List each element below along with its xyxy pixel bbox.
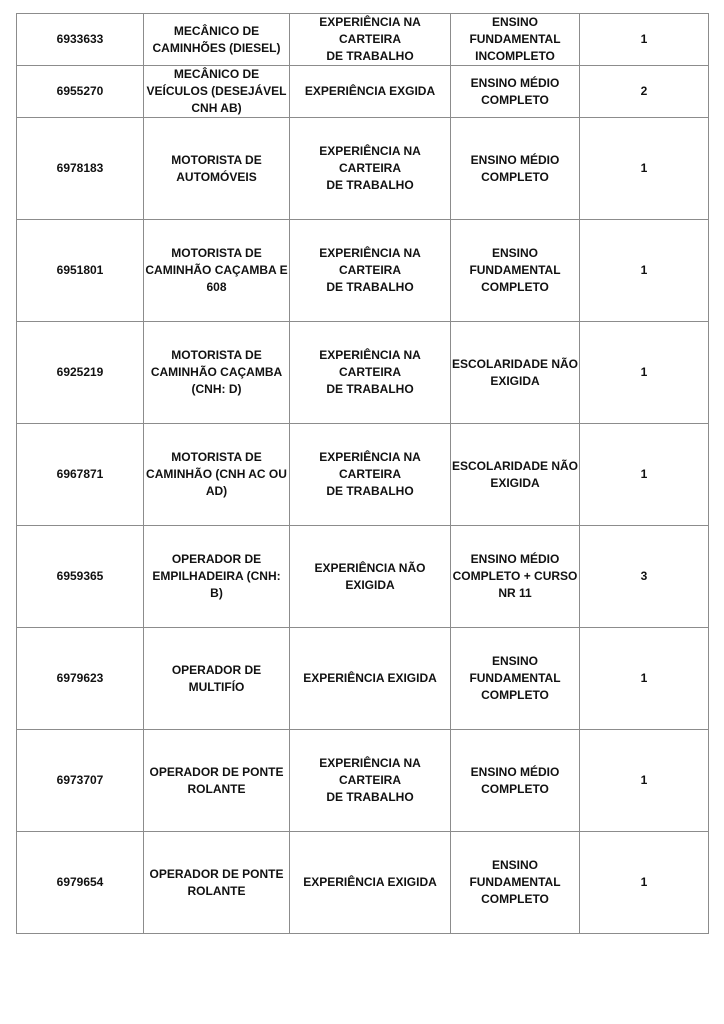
experience-cell: EXPERIÊNCIA EXIGIDA <box>290 832 451 934</box>
table-row <box>17 526 709 628</box>
table-row <box>17 730 709 832</box>
table-row <box>17 220 709 322</box>
vacancies-count-cell: 1 <box>580 628 709 730</box>
experience-cell: EXPERIÊNCIA NA CARTEIRA DE TRABALHO <box>290 322 451 424</box>
occupation-cell: MOTORISTA DE CAMINHÃO (CNH AC OU AD) <box>144 424 290 526</box>
vacancies-count-cell: 3 <box>580 526 709 628</box>
occupation-cell: OPERADOR DE PONTE ROLANTE <box>144 730 290 832</box>
experience-cell: EXPERIÊNCIA NA CARTEIRA DE TRABALHO <box>290 14 451 66</box>
occupation-cell: MECÂNICO DE VEÍCULOS (DESEJÁVEL CNH AB) <box>144 66 290 118</box>
vacancies-count-cell: 2 <box>580 66 709 118</box>
vacancy-code-cell: 6979623 <box>17 628 144 730</box>
table-row <box>17 424 709 526</box>
experience-cell: EXPERIÊNCIA NA CARTEIRA DE TRABALHO <box>290 424 451 526</box>
vacancy-code-cell: 6925219 <box>17 322 144 424</box>
education-cell: ENSINO FUNDAMENTAL INCOMPLETO <box>451 14 580 66</box>
experience-cell: EXPERIÊNCIA NA CARTEIRA DE TRABALHO <box>290 220 451 322</box>
vacancies-count-cell: 1 <box>580 118 709 220</box>
vacancies-count-cell: 1 <box>580 730 709 832</box>
education-cell: ENSINO MÉDIO COMPLETO <box>451 118 580 220</box>
vacancies-count-cell: 1 <box>580 322 709 424</box>
education-cell: ENSINO MÉDIO COMPLETO + CURSO NR 11 <box>451 526 580 628</box>
education-cell: ENSINO MÉDIO COMPLETO <box>451 66 580 118</box>
table-row <box>17 66 709 118</box>
occupation-cell: OPERADOR DE EMPILHADEIRA (CNH: B) <box>144 526 290 628</box>
experience-cell: EXPERIÊNCIA EXIGIDA <box>290 628 451 730</box>
vacancies-count-cell: 1 <box>580 14 709 66</box>
vacancies-count-cell: 1 <box>580 220 709 322</box>
table-row <box>17 322 709 424</box>
experience-cell: EXPERIÊNCIA NÃO EXIGIDA <box>290 526 451 628</box>
education-cell: ENSINO FUNDAMENTAL COMPLETO <box>451 220 580 322</box>
table-row <box>17 832 709 934</box>
vacancy-code-cell: 6955270 <box>17 66 144 118</box>
vacancies-count-cell: 1 <box>580 424 709 526</box>
vacancy-code-cell: 6967871 <box>17 424 144 526</box>
vacancy-code-cell: 6951801 <box>17 220 144 322</box>
job-vacancies-table <box>16 13 709 934</box>
education-cell: ENSINO FUNDAMENTAL COMPLETO <box>451 832 580 934</box>
experience-cell: EXPERIÊNCIA NA CARTEIRA DE TRABALHO <box>290 118 451 220</box>
education-cell: ESCOLARIDADE NÃO EXIGIDA <box>451 322 580 424</box>
vacancies-count-cell: 1 <box>580 832 709 934</box>
occupation-cell: OPERADOR DE MULTIFÍO <box>144 628 290 730</box>
vacancy-code-cell: 6933633 <box>17 14 144 66</box>
vacancy-code-cell: 6978183 <box>17 118 144 220</box>
occupation-cell: MOTORISTA DE CAMINHÃO CAÇAMBA E 608 <box>144 220 290 322</box>
occupation-cell: MECÂNICO DE CAMINHÕES (DIESEL) <box>144 14 290 66</box>
experience-cell: EXPERIÊNCIA NA CARTEIRA DE TRABALHO <box>290 730 451 832</box>
education-cell: ENSINO FUNDAMENTAL COMPLETO <box>451 628 580 730</box>
vacancy-code-cell: 6979654 <box>17 832 144 934</box>
occupation-cell: MOTORISTA DE AUTOMÓVEIS <box>144 118 290 220</box>
experience-cell: EXPERIÊNCIA EXGIDA <box>290 66 451 118</box>
occupation-cell: OPERADOR DE PONTE ROLANTE <box>144 832 290 934</box>
education-cell: ENSINO MÉDIO COMPLETO <box>451 730 580 832</box>
education-cell: ESCOLARIDADE NÃO EXIGIDA <box>451 424 580 526</box>
occupation-cell: MOTORISTA DE CAMINHÃO CAÇAMBA (CNH: D) <box>144 322 290 424</box>
table-row <box>17 14 709 66</box>
table-row <box>17 118 709 220</box>
vacancy-code-cell: 6973707 <box>17 730 144 832</box>
vacancy-code-cell: 6959365 <box>17 526 144 628</box>
table-row <box>17 628 709 730</box>
